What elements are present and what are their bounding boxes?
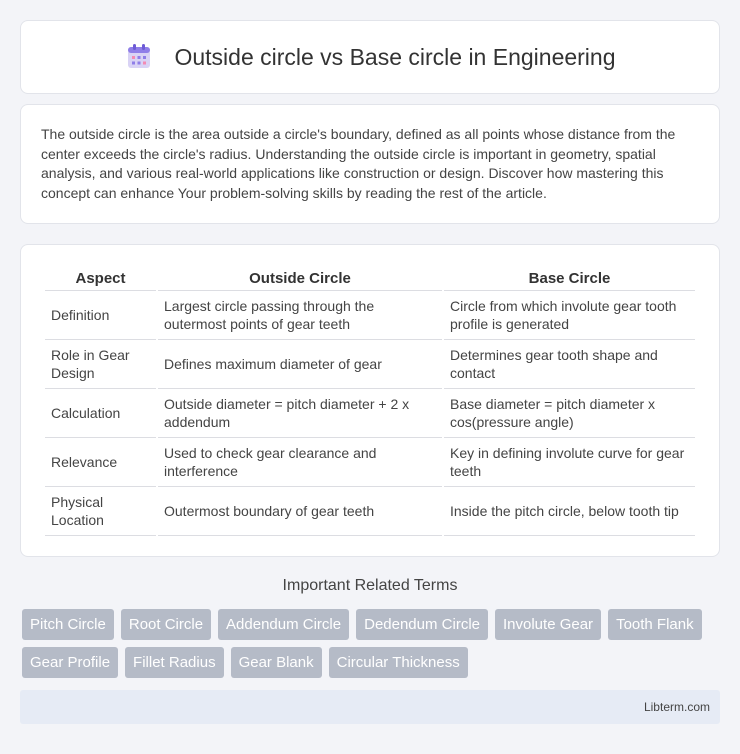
table-cell: Definition: [45, 291, 156, 340]
tag-addendum-circle[interactable]: Addendum Circle: [218, 609, 349, 640]
table-cell: Physical Location: [45, 487, 156, 536]
table-header-row: [45, 265, 695, 291]
tag-circular-thickness[interactable]: Circular Thickness: [329, 647, 468, 678]
table-cell: Defines maximum diameter of gear: [158, 340, 442, 389]
header-outside-circle: Outside Circle: [158, 265, 442, 291]
tag-pitch-circle[interactable]: Pitch Circle: [22, 609, 114, 640]
footer: [20, 690, 720, 724]
table-cell: Outermost boundary of gear teeth: [158, 487, 442, 536]
calendar-grid-icon: [124, 42, 154, 72]
tag-gear-blank[interactable]: Gear Blank: [231, 647, 322, 678]
table-cell: Determines gear tooth shape and contact: [444, 340, 695, 389]
tag-dedendum-circle[interactable]: Dedendum Circle: [356, 609, 488, 640]
table-row: [45, 487, 695, 536]
header-base-circle: Base Circle: [444, 265, 695, 291]
table-cell: Role in Gear Design: [45, 340, 156, 389]
tag-root-circle[interactable]: Root Circle: [121, 609, 211, 640]
tag-involute-gear[interactable]: Involute Gear: [495, 609, 601, 640]
tag-fillet-radius[interactable]: Fillet Radius: [125, 647, 224, 678]
footer-brand-link[interactable]: Libterm.com: [643, 700, 710, 714]
comparison-table-card: [20, 244, 720, 557]
table-cell: Base diameter = pitch diameter x cos(pressure angle): [444, 389, 695, 438]
tag-tooth-flank[interactable]: Tooth Flank: [608, 609, 702, 640]
table-row: [45, 389, 695, 438]
table-row: [45, 340, 695, 389]
table-cell: Used to check gear clearance and interference: [158, 438, 442, 487]
table-cell: Relevance: [45, 438, 156, 487]
table-cell: Calculation: [45, 389, 156, 438]
table-row: [45, 438, 695, 487]
intro-text: The outside circle is the area outside a circle's boundary, defined as all points whose distance from the center exceeds the circle's radius. Understanding the outside circle is important in geometry, spatial analysis, and various real-world applications like construction or design. Discover how mastering this concept can enhance Your problem-solving skills by reading the rest of the article.: [41, 126, 676, 201]
intro-card: [20, 104, 720, 224]
table-row: [45, 291, 695, 340]
related-terms-tags: [22, 609, 722, 678]
page-title: Outside circle vs Base circle in Engineering: [174, 43, 616, 70]
comparison-table: [43, 265, 697, 536]
table-cell: Outside diameter = pitch diameter + 2 x addendum: [158, 389, 442, 438]
table-cell: Circle from which involute gear tooth profile is generated: [444, 291, 695, 340]
table-cell: Key in defining involute curve for gear teeth: [444, 438, 695, 487]
tag-gear-profile[interactable]: Gear Profile: [22, 647, 118, 678]
table-cell: Largest circle passing through the outermost points of gear teeth: [158, 291, 442, 340]
header-card: [20, 20, 720, 94]
related-terms-title: Important Related Terms: [282, 577, 458, 594]
header-aspect: Aspect: [45, 265, 156, 291]
table-cell: Inside the pitch circle, below tooth tip: [444, 487, 695, 536]
